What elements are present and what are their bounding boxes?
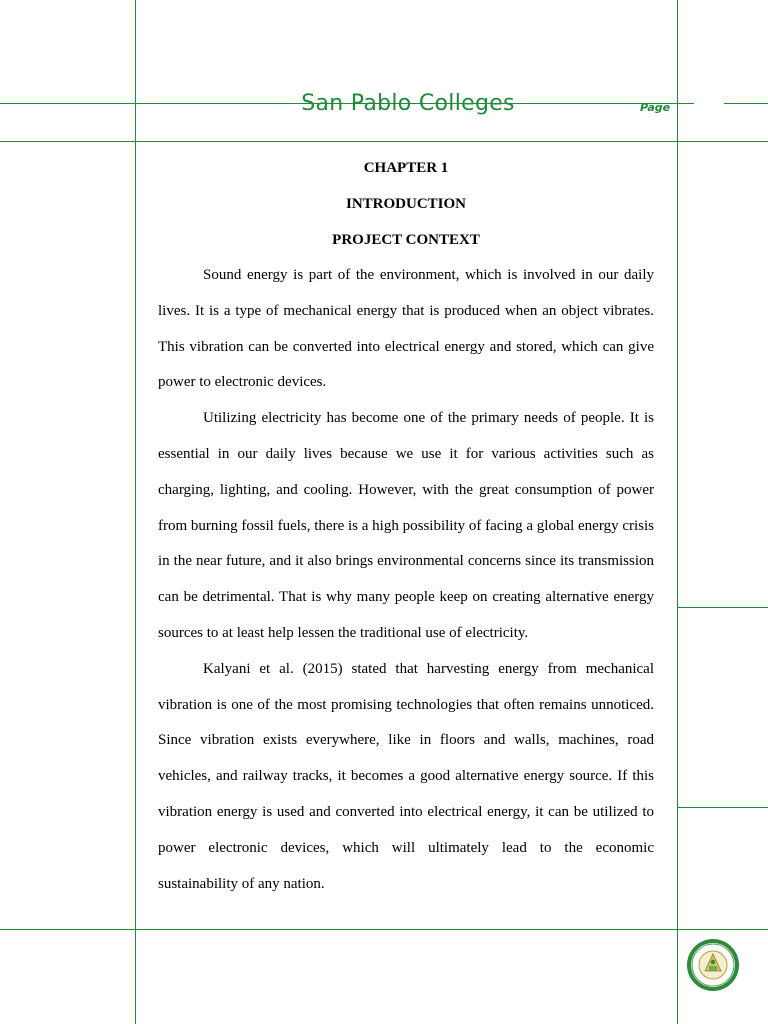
college-seal-icon (686, 938, 740, 992)
paragraph-3: Kalyani et al. (2015) stated that harvesting energy from mechanical vibration is one of the most promising technologies that often remains unnoticed. Since vibration exists everywhere, like in floors and walls, machines, road vehicles, and railway tracks, it becomes a good alternative energy source. If this vibration energy is used and converted into electrical energy, it can be utilized to power electronic devices, which will ultimately lead to the economic sustainability of any nation. (158, 660, 654, 892)
margin-tick-right-1 (678, 607, 768, 608)
left-margin-line (135, 0, 136, 1024)
college-name-header: San Pablo Colleges (301, 91, 515, 116)
footer-rule (0, 929, 768, 930)
right-margin-line (677, 0, 678, 1024)
paragraph-2: Utilizing electricity has become one of the primary needs of people. It is essential in our daily lives because we use it for various activities such as charging, lighting, and cooling. However, with the great consumption of power from burning fossil fuels, there is a high possibility of facing a global energy crisis in the near future, and it also brings environmental concerns since its transmission can be detrimental. That is why many people keep on creating alternative energy sources to at least help lessen the traditional use of electricity. (158, 410, 654, 641)
document-body (158, 150, 654, 902)
subsection-heading: PROJECT CONTEXT (332, 232, 480, 248)
header-rule-bottom (0, 141, 768, 142)
chapter-heading: CHAPTER 1 (363, 160, 449, 176)
paragraph-1: Sound energy is part of the environment, which is involved in our daily lives. It is a type of mechanical energy that is produced when an object vibrates. This vibration can be converted into electrical energy and stored, which can give power to electronic devices. (158, 267, 654, 391)
margin-tick-right-2 (678, 807, 768, 808)
page-label: Page (640, 101, 671, 114)
section-heading: INTRODUCTION (345, 196, 466, 212)
